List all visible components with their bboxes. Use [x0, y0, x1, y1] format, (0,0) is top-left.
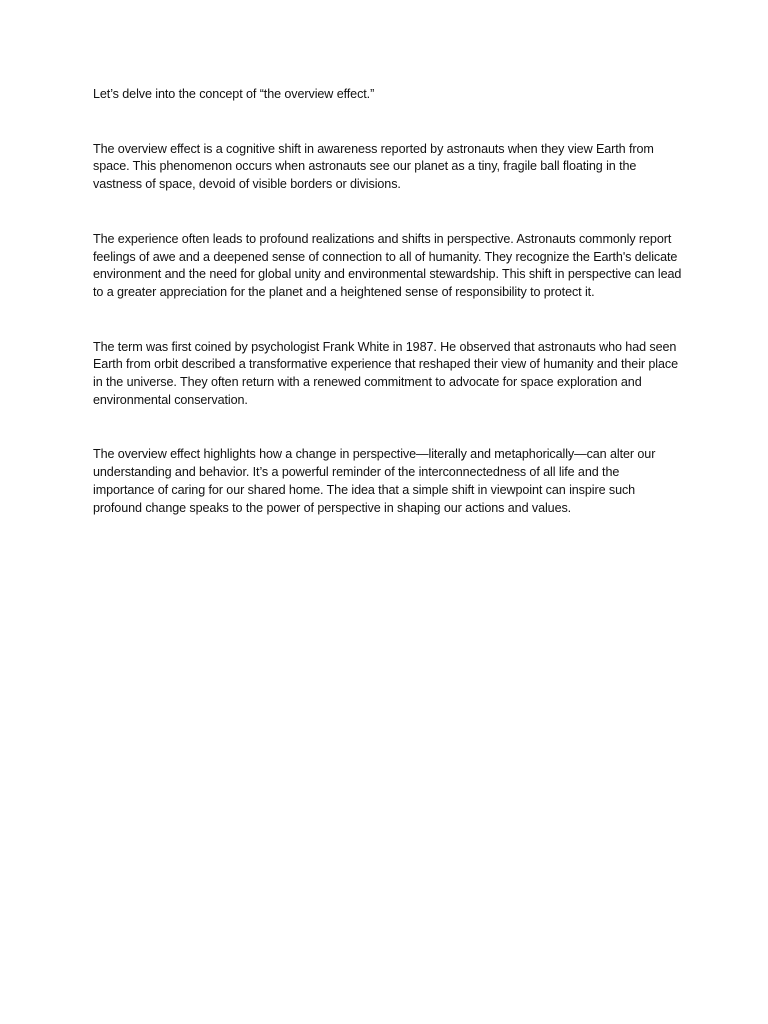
experience-paragraph: The experience often leads to profound realizations and shifts in perspective. Astronauts commonly report feelings of awe and a deepened sense of connection to all of humanity. They recognize the Earth's delicate environment and the need for global unity and environmental stewardship. This shift in perspective can lead to a greater appreciation for the planet and a heightened sense of responsibility to protect it. — [93, 231, 682, 299]
document-body — [93, 86, 683, 517]
history-paragraph: The term was first coined by psychologist Frank White in 1987. He observed that astronauts who had seen Earth from orbit described a transformative experience that reshaped their view of humanity and their place in the universe. They often return with a renewed commitment to advocate for space exploration and environmental conservation. — [93, 339, 679, 407]
definition-paragraph: The overview effect is a cognitive shift in awareness reported by astronauts when they view Earth from space. This phenomenon occurs when astronauts see our planet as a tiny, fragile ball floating in the vastness of space, devoid of visible borders or divisions. — [93, 141, 654, 192]
conclusion-paragraph: The overview effect highlights how a change in perspective—literally and metaphorically—can alter our understanding and behavior. It’s a powerful reminder of the interconnectedness of all life and the importance of caring for our shared home. The idea that a simple shift in viewpoint can inspire such profound change speaks to the power of perspective in shaping our actions and values. — [93, 447, 656, 515]
intro-paragraph: Let’s delve into the concept of “the overview effect.” — [93, 87, 375, 101]
